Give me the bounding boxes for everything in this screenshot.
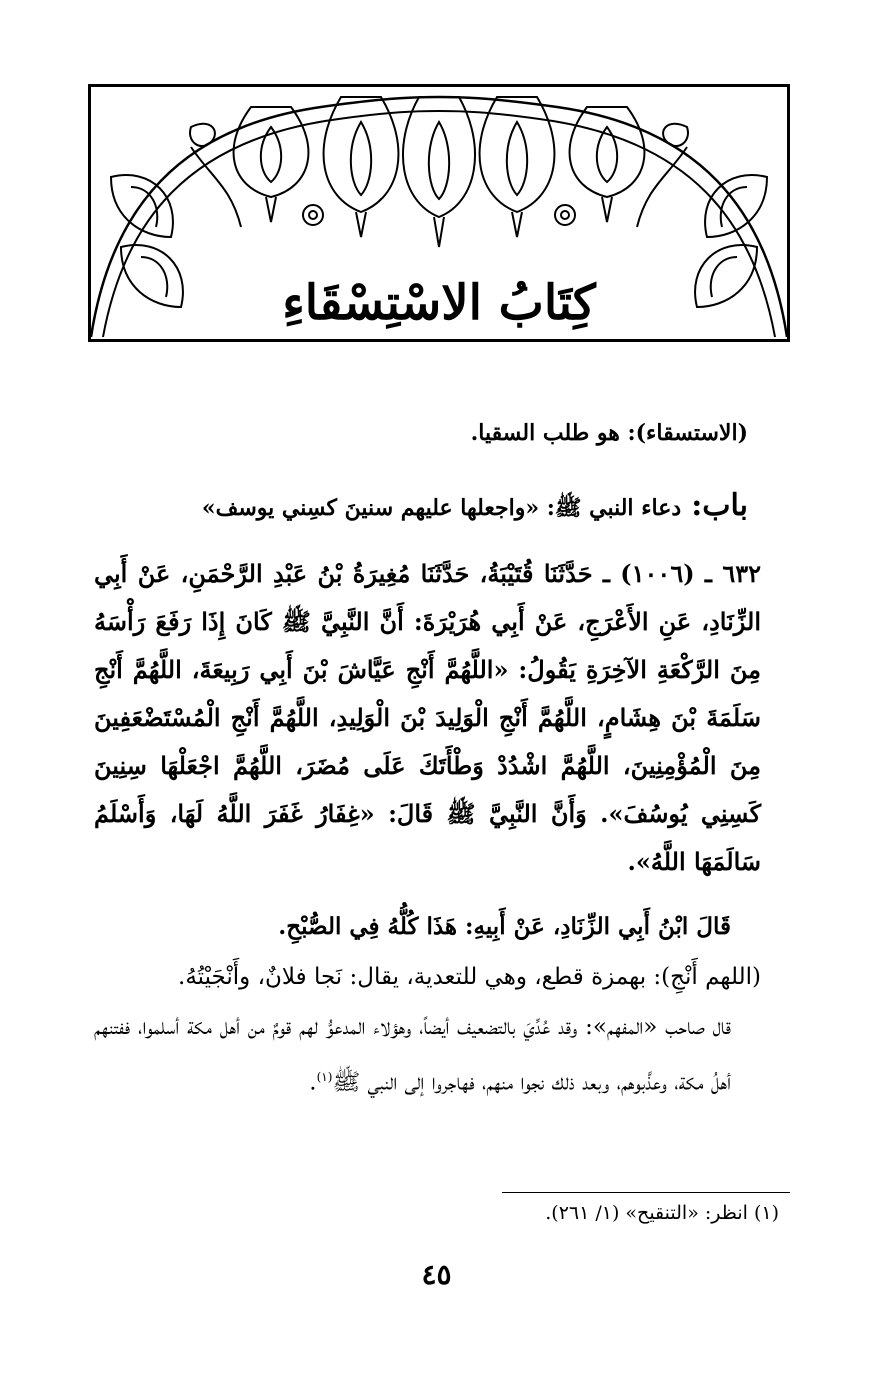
page-number: ٤٥ <box>421 1258 452 1291</box>
footnote-marker[interactable]: (١) <box>316 1070 333 1084</box>
chapter-title: دعاء النبي ﷺ: «واجعلها عليهم سنينَ كسِني يوسف» <box>201 495 682 521</box>
hadith-paragraph: ٦٣٢ ـ (١٠٠٦) ـ حَدَّثَنَا قُتَيْبَةُ، حَدَّثَنَا مُغِيرَةُ بْنُ عَبْدِ الرَّحْمَنِ، عَنْ أَبِي الزِّنَادِ، عَنِ الأَعْرَجِ، عَنْ أَبِي هُرَيْرَةَ: أَنَّ النَّبِيَّ ﷺ كَانَ إِذَا رَفَعَ رَأْسَهُ مِنَ الرَّكْعَةِ الآخِرَةِ يَقُولُ: «اللَّهُمَّ أَنْجِ عَيَّاشَ بْنَ أَبِي رَبِيعَةَ، اللَّهُمَّ أَنْجِ سَلَمَةَ بْنَ هِشَامٍ، اللَّهُمَّ أَنْجِ الْوَلِيدَ بْنَ الْوَلِيدِ، اللَّهُمَّ أَنْجِ الْمُسْتَضْعَفِينَ مِنَ الْمُؤْمِنِينَ، اللَّهُمَّ اشْدُدْ وَطْأَتَكَ عَلَى مُضَرَ، اللَّهُمَّ اجْعَلْهَا سِنِينَ كَسِنِي يُوسُفَ». وَأَنَّ النَّبِيَّ ﷺ قَالَ: «غِفَارُ غَفَرَ اللَّهُ لَهَا، وَأَسْلَمُ سَالَمَهَا اللَّهُ». <box>94 559 761 876</box>
footnote-divider <box>502 1192 790 1193</box>
commentary-note-1: (اللهم أَنْجِ): بهمزة قطع، وهي للتعدية، يقال: نَجا فلانٌ، وأَنْجَيْتُهُ. <box>178 964 761 990</box>
commentary-block <box>94 902 761 1108</box>
footnote: (١) انظر: «التنقيح» (١/ ٢٦١). <box>545 1202 779 1224</box>
commentary-note-2-end: . <box>309 1069 317 1096</box>
intro-definition: (الاستسقاء): هو طلب السقيا. <box>470 420 748 446</box>
commentary-note-2-text: قال صاحب «المفهم»: وقد عُدِّيَ بالتضعيف أيضاً، وهؤلاء المدعوُّ لهم قومٌ من أهل مكة أسلموا، ففتنهم أهلُ مكة، وعذَّبوهم، وبعد ذلك نجوا منهم، فهاجروا إلى النبي ﷺ <box>94 1014 731 1096</box>
drop-ornament <box>234 107 309 222</box>
commentary-quote: قَالَ ابْنُ أَبِي الزِّنَادِ، عَنْ أَبِيهِ: هَذَا كُلُّهُ فِي الصُّبْحِ. <box>278 913 731 940</box>
commentary-note-2 <box>94 1002 761 1108</box>
chapter-label: باب: <box>691 488 748 523</box>
ornamental-header-frame <box>88 84 790 342</box>
hadith-text-block <box>94 550 761 886</box>
chapter-heading <box>202 488 748 526</box>
book-title: كِتَابُ الاسْتِسْقَاءِ <box>282 275 596 331</box>
